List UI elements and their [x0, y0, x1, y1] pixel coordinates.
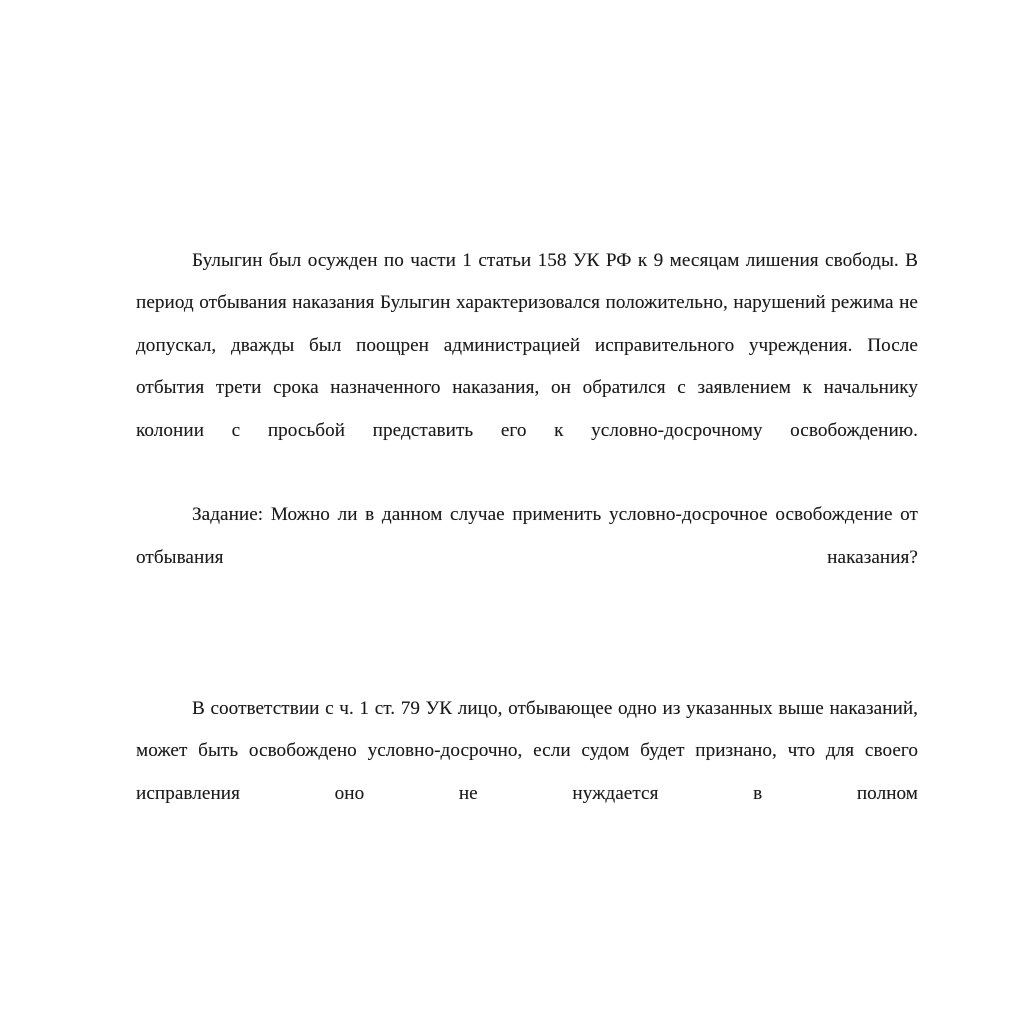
document-body-upper: [136, 240, 918, 622]
legal-answer-paragraph: В соответствии с ч. 1 ст. 79 УК лицо, отбывающее одно из указанных выше наказаний, может быть освобождено условно-досрочно, если судом будет признано, что для своего исправления оно не нуждается в полном: [136, 698, 918, 804]
case-description-paragraph: Булыгин был осужден по части 1 статьи 158 УК РФ к 9 месяцам лишения свободы. В период отбывания наказания Булыгин характеризовался положительно, нарушений режима не допускал, дважды был поощрен администрацией исправительного учреждения. После отбытия трети срока назначенного наказания, он обратился с заявлением к начальнику колонии с просьбой представить его к условно-досрочному освобождению.: [136, 250, 918, 441]
document-body-lower: [136, 688, 918, 818]
task-question-paragraph: Задание: Можно ли в данном случае применить условно-досрочное освобождение от отбывания наказания?: [136, 504, 918, 568]
